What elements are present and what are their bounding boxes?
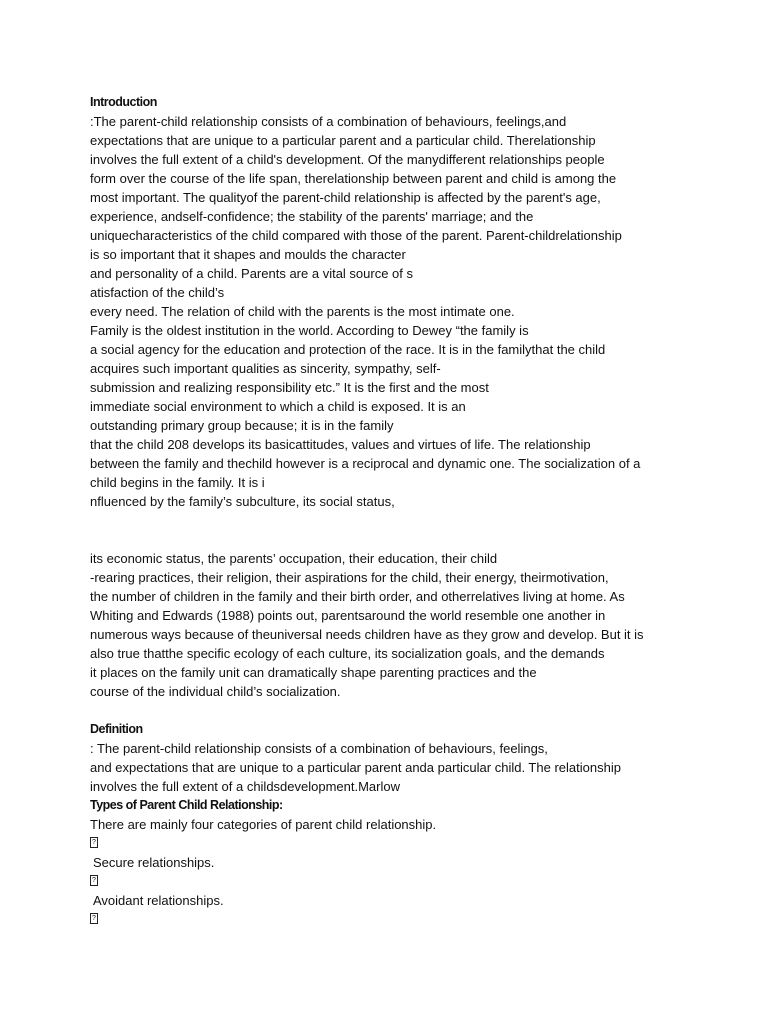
text-line: between the family and thechild however is a reciprocal and dynamic one. The socialization of a bbox=[90, 456, 641, 471]
text-line: atisfaction of the child’s bbox=[90, 285, 225, 300]
text-line: : The parent-child relationship consists of a combination of behaviours, feelings, bbox=[90, 741, 548, 756]
text-line: outstanding primary group because; it is in the family bbox=[90, 418, 394, 433]
introduction-heading: Introduction bbox=[90, 95, 157, 109]
text-line: child begins in the family. It is i bbox=[90, 475, 265, 490]
text-line: acquires such important qualities as sincerity, sympathy, self- bbox=[90, 361, 441, 376]
missing-glyph-icon: ? bbox=[90, 837, 98, 848]
text-line: numerous ways because of theuniversal needs children have as they grow and develop. But it is bbox=[90, 627, 644, 642]
text-line: most important. The qualityof the parent-child relationship is affected by the parent's age, bbox=[90, 190, 601, 205]
bullet-row bbox=[90, 834, 690, 853]
text-line: it places on the family unit can dramatically shape parenting practices and the bbox=[90, 665, 537, 680]
missing-glyph-icon: ? bbox=[90, 875, 98, 886]
text-line: Family is the oldest institution in the world. According to Dewey “the family is bbox=[90, 323, 529, 338]
missing-glyph-icon: ? bbox=[90, 913, 98, 924]
text-line: expectations that are unique to a particular parent and a particular child. Therelationship bbox=[90, 133, 596, 148]
text-line: form over the course of the life span, therelationship between parent and child is among the bbox=[90, 171, 617, 186]
text-line: immediate social environment to which a child is exposed. It is an bbox=[90, 399, 466, 414]
types-intro: There are mainly four categories of parent child relationship. bbox=[90, 817, 437, 832]
text-line: :The parent-child relationship consists of a combination of behaviours, feelings,and bbox=[90, 114, 567, 129]
text-line: -rearing practices, their religion, their aspirations for the child, their energy, theirmotivation, bbox=[90, 570, 609, 585]
text-line: Whiting and Edwards (1988) points out, parentsaround the world resemble one another in bbox=[90, 608, 606, 623]
text-line: every need. The relation of child with the parents is the most intimate one. bbox=[90, 304, 515, 319]
definition-heading: Definition bbox=[90, 722, 143, 736]
types-heading: Types of Parent Child Relationship: bbox=[90, 798, 283, 812]
text-line: is so important that it shapes and moulds the character bbox=[90, 247, 406, 262]
text-line: involves the full extent of a childsdevelopment.Marlow bbox=[90, 779, 400, 794]
bullet-row bbox=[90, 910, 690, 929]
document-body bbox=[90, 93, 690, 929]
text-line: and personality of a child. Parents are a vital source of s bbox=[90, 266, 414, 281]
list-item: Secure relationships. bbox=[93, 855, 215, 870]
text-line: submission and realizing responsibility etc.” It is the first and the most bbox=[90, 380, 489, 395]
text-line: a social agency for the education and protection of the race. It is in the familythat the child bbox=[90, 342, 606, 357]
text-line: course of the individual child’s socialization. bbox=[90, 684, 341, 699]
text-line: the number of children in the family and their birth order, and otherrelatives living at home. As bbox=[90, 589, 625, 604]
text-line: its economic status, the parents’ occupation, their education, their child bbox=[90, 551, 498, 566]
text-line: uniquecharacteristics of the child compared with those of the parent. Parent-childrelationship bbox=[90, 228, 622, 243]
list-item: Avoidant relationships. bbox=[93, 893, 224, 908]
text-line: involves the full extent of a child's development. Of the manydifferent relationships people bbox=[90, 152, 605, 167]
text-line: that the child 208 develops its basicattitudes, values and virtues of life. The relationship bbox=[90, 437, 591, 452]
text-line: also true thatthe specific ecology of each culture, its socialization goals, and the demands bbox=[90, 646, 605, 661]
introduction-paragraph bbox=[90, 112, 690, 511]
introduction-paragraph-continued bbox=[90, 549, 690, 701]
text-line: nfluenced by the family’s subculture, its social status, bbox=[90, 494, 395, 509]
text-line: experience, andself-confidence; the stability of the parents' marriage; and the bbox=[90, 209, 534, 224]
bullet-row bbox=[90, 872, 690, 891]
definition-paragraph bbox=[90, 739, 690, 796]
text-line: and expectations that are unique to a particular parent anda particular child. The relationship bbox=[90, 760, 621, 775]
